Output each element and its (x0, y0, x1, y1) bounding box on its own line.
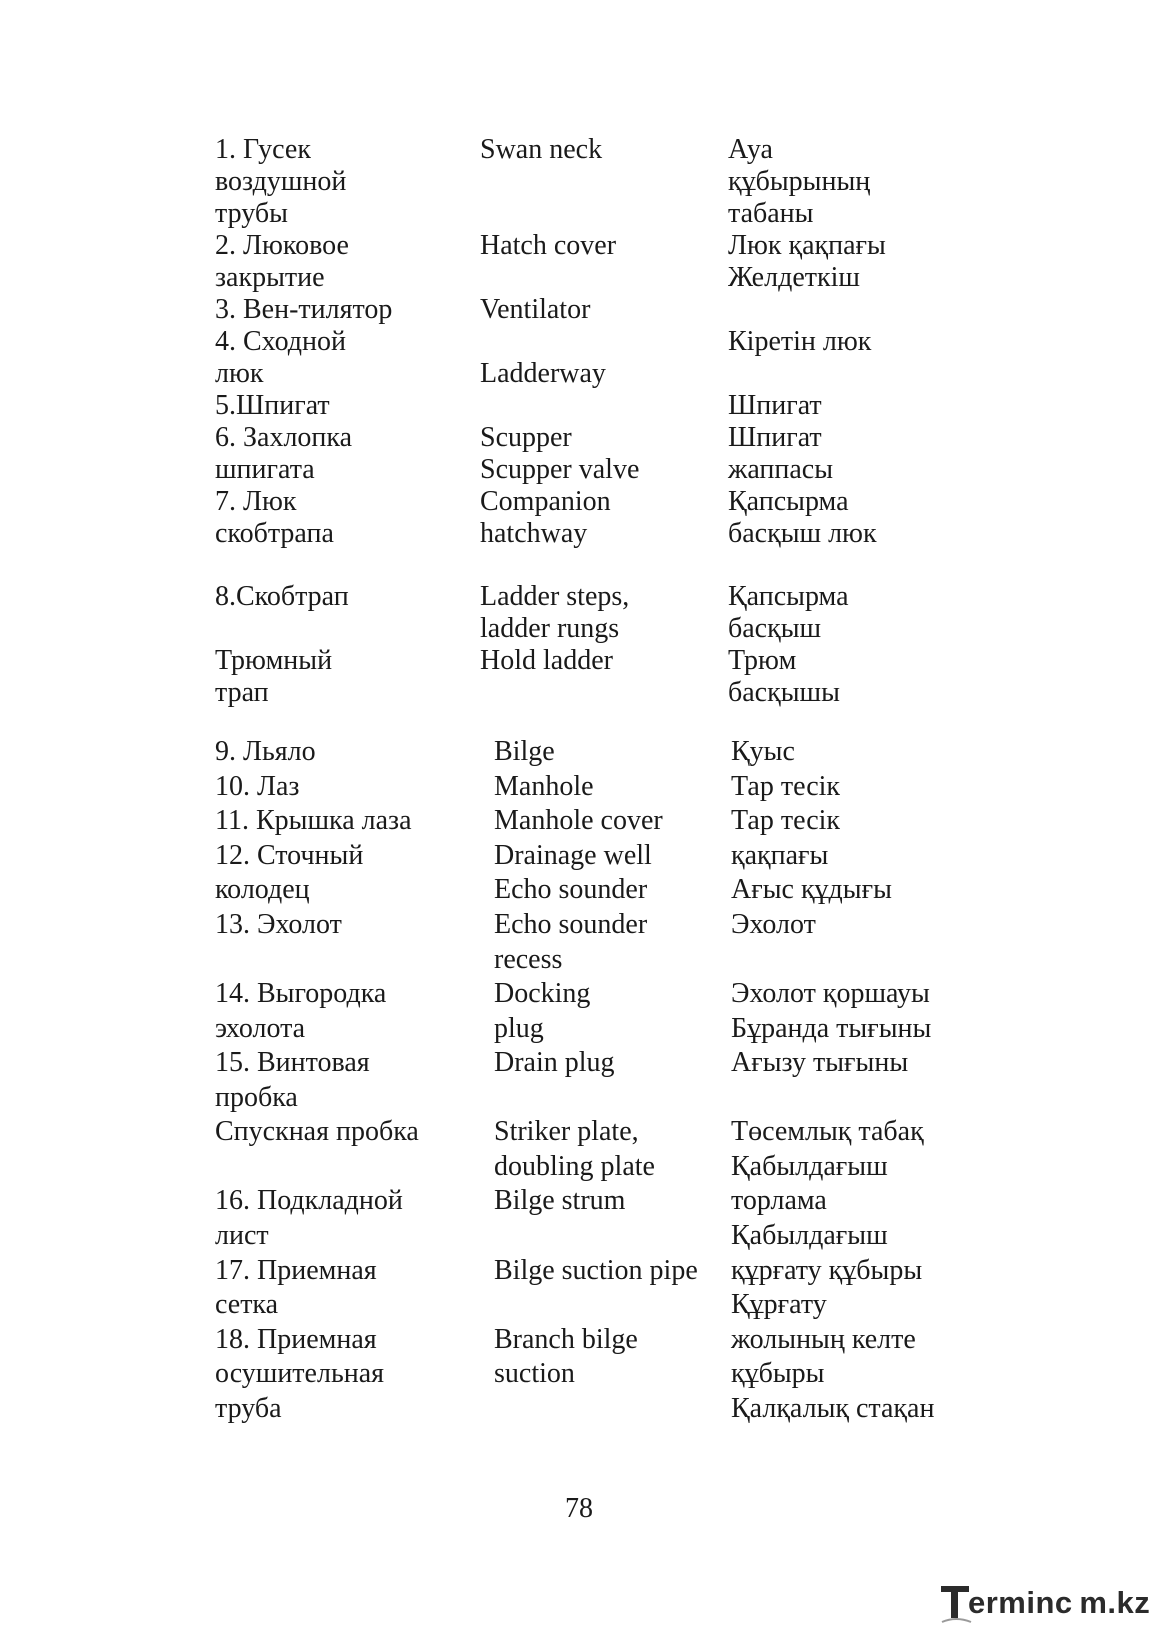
kazakh-line: басқышы (728, 677, 840, 708)
russian-line: 3. Вен-тилятор (215, 294, 393, 325)
russian-line: 1. Гусек (215, 134, 311, 165)
russian-line: 18. Приемная (215, 1324, 377, 1355)
english-line: Bilge suction pipe (494, 1255, 698, 1286)
kazakh-line: Қапсырма (728, 581, 849, 612)
russian-line: осушительная (215, 1358, 384, 1389)
termincom-watermark-logo (940, 1580, 1151, 1628)
russian-line: 6. Захлопка (215, 422, 353, 453)
russian-line: 7. Люк (215, 486, 297, 517)
english-line: Scupper (480, 422, 572, 453)
kazakh-line: Қалқалық стақан (731, 1393, 935, 1424)
russian-line: 5.Шпигат (215, 390, 330, 421)
kazakh-line: Тар тесік (731, 771, 841, 802)
english-line: Hold ladder (480, 645, 613, 676)
kazakh-line: Шпигат (728, 390, 822, 421)
kazakh-line: жолының келте (731, 1324, 916, 1355)
russian-line: 4. Сходной (215, 326, 347, 357)
kazakh-line: басқыш люк (728, 518, 877, 549)
english-line: Docking (494, 978, 591, 1009)
english-line: Manhole cover (494, 805, 663, 836)
english-line: Ventilator (480, 294, 591, 325)
russian-line: труба (215, 1393, 282, 1424)
russian-line: закрытие (215, 262, 325, 293)
english-line: hatchway (480, 518, 588, 549)
kazakh-line: Қабылдағыш (731, 1151, 888, 1182)
english-line: ladder rungs (480, 613, 620, 644)
english-line: Ladderway (480, 358, 606, 389)
english-line: doubling plate (494, 1151, 655, 1182)
russian-line: 8.Скобтрап (215, 581, 349, 612)
russian-line: сетка (215, 1289, 279, 1320)
russian-line: Спускная пробка (215, 1116, 419, 1147)
kazakh-line: Ағыс құдығы (731, 874, 892, 905)
kazakh-line: Эхолот (731, 909, 816, 940)
kazakh-line: Кіретін люк (728, 326, 872, 357)
english-line: plug (494, 1013, 544, 1044)
kazakh-line: құбырының (728, 166, 871, 197)
english-line: suction (494, 1358, 575, 1389)
english-line: recess (494, 944, 563, 975)
russian-line: Трюмный (215, 645, 333, 676)
kazakh-line: жаппасы (728, 454, 834, 485)
kazakh-line: Қапсырма (728, 486, 849, 517)
russian-line: 12. Сточный (215, 840, 364, 871)
kazakh-line: Құрғату (731, 1289, 827, 1320)
english-line: Bilge (494, 736, 555, 767)
kazakh-line: құрғату құбыры (731, 1255, 923, 1286)
kazakh-line: Ауа (728, 134, 773, 165)
kazakh-line: Төсемлық табақ (731, 1116, 924, 1147)
russian-line: 17. Приемная (215, 1255, 377, 1286)
russian-line: трубы (215, 198, 288, 229)
watermark-text: erminc m.kz (968, 1585, 1151, 1620)
english-line: Drainage well (494, 840, 652, 871)
kazakh-line: Люк қақпағы (728, 230, 886, 261)
kazakh-line: Эхолот қоршауы (731, 978, 930, 1009)
russian-line: эхолота (215, 1013, 306, 1044)
russian-line: люк (215, 358, 264, 389)
russian-line: 14. Выгородка (215, 978, 387, 1009)
english-line: Echo sounder (494, 874, 648, 905)
kazakh-line: Қабылдағыш (731, 1220, 888, 1251)
kazakh-line: Ағызу тығыны (731, 1047, 909, 1078)
russian-line: 11. Крышка лаза (215, 805, 412, 836)
english-line: Drain plug (494, 1047, 615, 1078)
russian-line: 16. Подкладной (215, 1185, 403, 1216)
english-line: Hatch cover (480, 230, 617, 261)
russian-line: пробка (215, 1082, 298, 1113)
english-line: Bilge strum (494, 1185, 626, 1216)
russian-line: воздушной (215, 166, 347, 197)
kazakh-line: құбыры (731, 1358, 825, 1389)
english-line: Striker plate, (494, 1116, 639, 1147)
russian-line: 2. Люковое (215, 230, 349, 261)
english-line: Echo sounder (494, 909, 648, 940)
english-line: Companion (480, 486, 611, 517)
kazakh-line: Трюм (728, 645, 797, 676)
kazakh-line: табаны (728, 198, 814, 229)
russian-line: 9. Льяло (215, 736, 316, 767)
russian-line: 13. Эхолот (215, 909, 342, 940)
english-line: Manhole (494, 771, 594, 802)
kazakh-line: Желдеткіш (728, 262, 860, 293)
russian-line: лист (215, 1220, 269, 1251)
russian-line: колодец (215, 874, 310, 905)
english-line: Swan neck (480, 134, 603, 165)
kazakh-line: Тар тесік (731, 805, 841, 836)
russian-line: скобтрапа (215, 518, 334, 549)
english-line: Ladder steps, (480, 581, 630, 612)
kazakh-line: басқыш (728, 613, 822, 644)
russian-line: 10. Лаз (215, 771, 300, 802)
kazakh-line: торлама (731, 1185, 827, 1216)
kazakh-line: Бұранда тығыны (731, 1013, 932, 1044)
kazakh-line: Қуыс (731, 736, 795, 767)
russian-line: 15. Винтовая (215, 1047, 370, 1078)
russian-line: шпигата (215, 454, 315, 485)
page-number: 78 (565, 1493, 593, 1524)
kazakh-line: қақпағы (731, 840, 829, 871)
english-line: Branch bilge (494, 1324, 638, 1355)
kazakh-line: Шпигат (728, 422, 822, 453)
russian-line: трап (215, 677, 269, 708)
english-line: Scupper valve (480, 454, 640, 485)
